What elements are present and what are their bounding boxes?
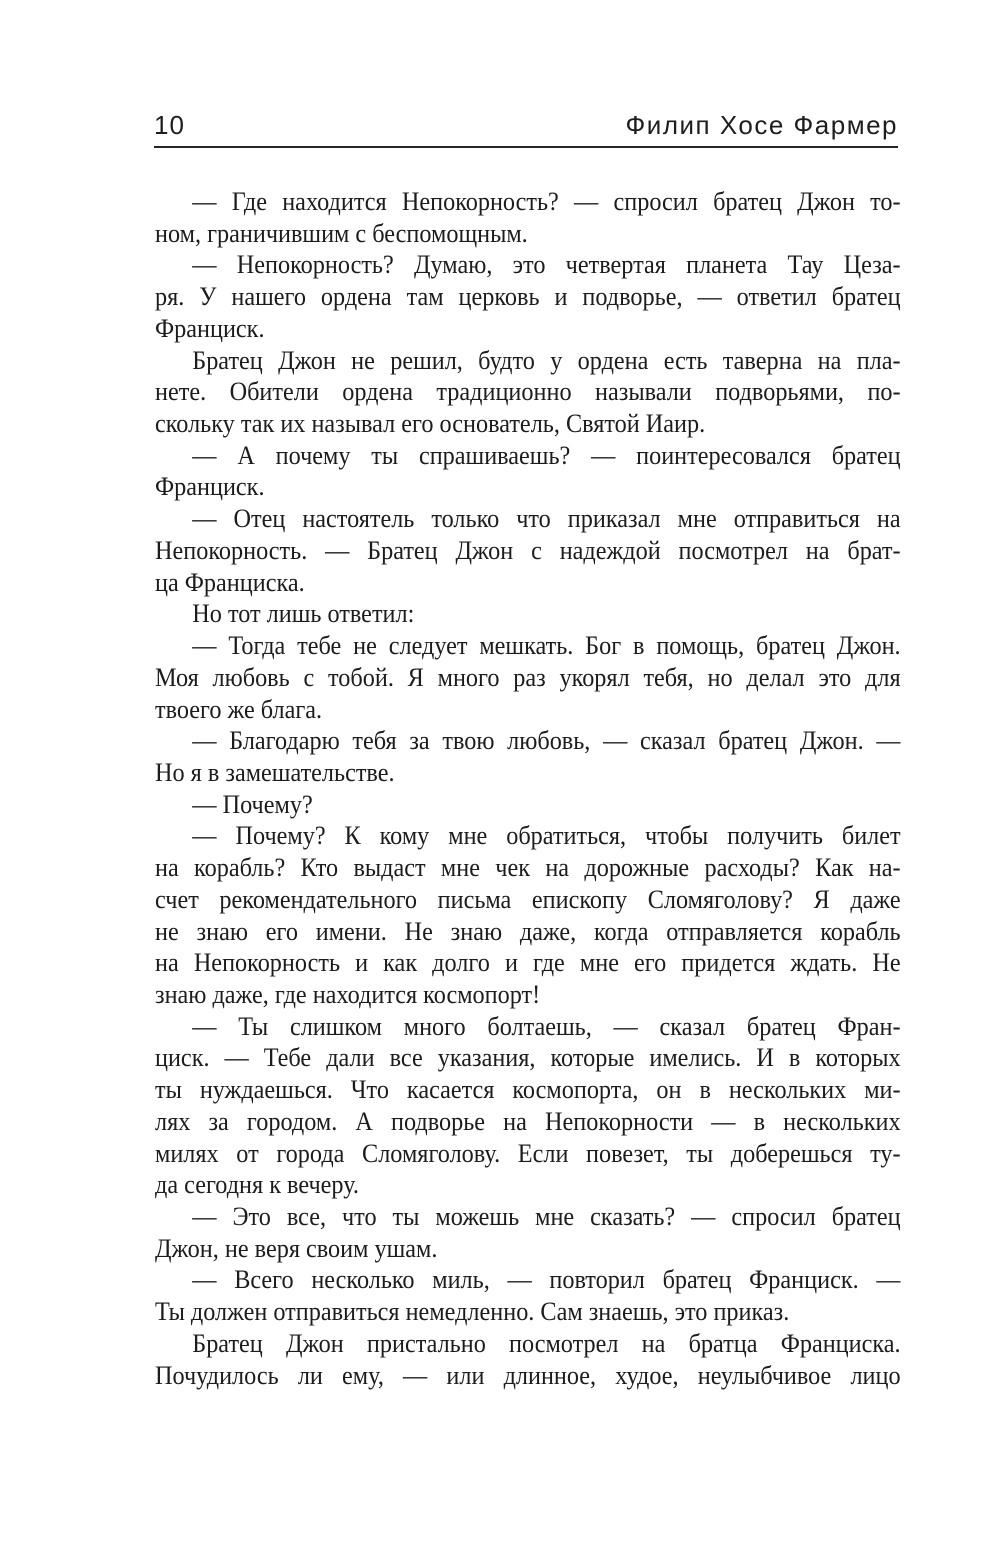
text-line: Почудилось ли ему, — или длинное, худое, неулыбчивое лицо: [155, 1360, 901, 1390]
text-line: твоего же блага.: [155, 694, 323, 724]
text-line: ном, граничившим с беспомощным.: [155, 218, 528, 248]
text-line: Франциск.: [155, 472, 265, 502]
text-line: да сегодня к вечеру.: [155, 1170, 359, 1200]
text-line: на Непокорность и как долго и где мне его придется ждать. Не: [155, 948, 901, 978]
text-line: ты нуждаешься. Что касается космопорта, он в нескольких ми-: [155, 1075, 901, 1105]
text-line: Франциск.: [155, 313, 265, 343]
text-line: — Где находится Непокорность? — спросил братец Джон то-: [192, 187, 901, 216]
text-line: лях за городом. А подворье на Непокорности — в нескольких: [155, 1106, 901, 1136]
text-line: Но я в замешательстве.: [155, 757, 395, 787]
text-line: — Почему?: [192, 789, 313, 819]
text-line: скольку так их называл его основатель, Святой Иаир.: [155, 409, 706, 439]
text-line: — Непокорность? Думаю, это четвертая планета Тау Цеза-: [192, 250, 901, 280]
text-line: не знаю его имени. Не знаю даже, когда отправляется корабль: [155, 916, 901, 946]
body-text: [155, 186, 901, 1391]
running-head: [154, 110, 898, 148]
text-line: Непокорность. — Братец Джон с надеждой посмотрел на брат-: [155, 535, 901, 565]
running-head-author: Филип Хосе Фармер: [625, 110, 898, 140]
text-line: ря. У нашего ордена там церковь и подворье, — ответил братец: [155, 282, 901, 312]
text-line: циск. — Тебе дали все указания, которые имелись. И в которых: [155, 1043, 901, 1073]
text-line: Но тот лишь ответил:: [192, 599, 415, 629]
text-line: милях от города Сломяголову. Если повезет, ты доберешься ту-: [155, 1138, 901, 1168]
text-line: — Тогда тебе не следует мешкать. Бог в помощь, братец Джон.: [192, 631, 901, 661]
text-line: на корабль? Кто выдаст мне чек на дорожные расходы? Как на-: [155, 853, 901, 883]
text-line: — Благодарю тебя за твою любовь, — сказал братец Джон. —: [192, 726, 901, 756]
text-line: — Почему? К кому мне обратиться, чтобы получить билет: [192, 821, 901, 851]
text-line: Джон, не веря своим ушам.: [155, 1233, 438, 1263]
text-line: счет рекомендательного письма епископу Сломяголову? Я даже: [155, 884, 901, 914]
page-number: 10: [154, 110, 185, 140]
text-line: Моя любовь с тобой. Я много раз укорял тебя, но делал это для: [155, 662, 901, 692]
text-line: нете. Обители ордена традиционно называли подворьями, по-: [155, 377, 901, 407]
text-line: — Всего несколько миль, — повторил братец Франциск. —: [192, 1265, 901, 1295]
text-line: Ты должен отправиться немедленно. Сам знаешь, это приказ.: [155, 1297, 790, 1327]
text-line: — Ты слишком много болтаешь, — сказал братец Фран-: [192, 1011, 901, 1041]
text-line: — Отец настоятель только что приказал мне отправиться на: [192, 504, 901, 534]
text-line: Братец Джон пристально посмотрел на братца Франциска.: [192, 1328, 901, 1358]
text-line: ца Франциска.: [155, 567, 305, 597]
text-line: — А почему ты спрашиваешь? — поинтересовался братец: [192, 440, 901, 470]
text-line: — Это все, что ты можешь мне сказать? — спросил братец: [192, 1202, 901, 1231]
text-line: Братец Джон не решил, будто у ордена есть таверна на пла-: [192, 345, 901, 375]
text-line: знаю даже, где находится космопорт!: [155, 979, 541, 1009]
